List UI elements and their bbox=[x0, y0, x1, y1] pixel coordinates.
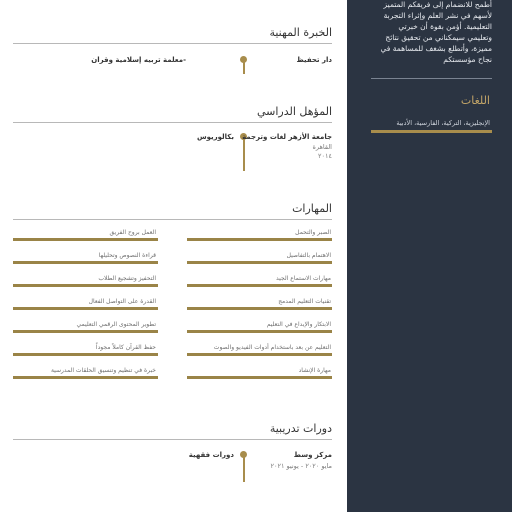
skill-bar bbox=[187, 238, 332, 241]
education-title: المؤهل الدراسي bbox=[256, 105, 332, 118]
sidebar-divider bbox=[371, 78, 492, 79]
education-year: ٢٠١٤ bbox=[318, 152, 332, 160]
about-text-line: التعليمية. أؤمن بقوة أن خبرتي bbox=[398, 22, 492, 31]
sidebar bbox=[347, 0, 512, 512]
skill-bar bbox=[13, 307, 158, 310]
course-center: مركز وسط bbox=[293, 451, 332, 459]
education-degree: بكالوريوس bbox=[196, 133, 234, 141]
skill-label: الاهتمام بالتفاصيل bbox=[286, 252, 331, 259]
skill-label: العمل بروح الفريق bbox=[109, 229, 156, 236]
skill-label: القدرة على التواصل الفعال bbox=[88, 298, 156, 305]
skill-bar bbox=[13, 261, 158, 264]
education-institution: جامعة الأزهر لغات وترجمة bbox=[242, 133, 332, 141]
skill-bar bbox=[13, 376, 158, 379]
experience-title: الخبرة المهنية bbox=[269, 26, 332, 39]
skill-bar bbox=[13, 353, 158, 356]
courses-title: دورات تدريبية bbox=[269, 422, 332, 435]
skills-title: المهارات bbox=[292, 202, 332, 215]
courses-rule bbox=[13, 439, 332, 440]
skill-label: مهارة الإنشاد bbox=[298, 367, 331, 374]
skill-bar bbox=[13, 238, 158, 241]
skill-bar bbox=[187, 261, 332, 264]
about-text-line: أطمح للانضمام إلى فريقكم المتميز bbox=[383, 0, 492, 9]
skill-label: قراءة النصوص وتحليلها bbox=[98, 252, 156, 259]
timeline-stem bbox=[243, 457, 245, 482]
skill-bar bbox=[187, 284, 332, 287]
languages-underline bbox=[371, 130, 492, 133]
skill-label: التعليم عن بعد باستخدام أدوات الفيديو والصوت bbox=[213, 344, 331, 351]
skill-label: التحفيز وتشجيع الطلاب bbox=[98, 275, 156, 282]
skill-bar bbox=[187, 307, 332, 310]
experience-role: -معلمة تربيه إسلامية وقران bbox=[91, 56, 186, 64]
skill-label: حفظ القرآن كاملاً مجوداً bbox=[95, 344, 156, 351]
languages-text: الإنجليزية، التركية، الفارسية، الأدبية bbox=[396, 119, 490, 127]
skill-label: مهارات الاستماع الجيد bbox=[276, 275, 331, 282]
about-text-line: مميزة، وأتطلع بشغف للمساهمة في bbox=[380, 44, 492, 53]
skill-bar bbox=[13, 284, 158, 287]
education-rule bbox=[13, 122, 332, 123]
skill-label: تطوير المحتوى الرقمي التعليمي bbox=[76, 321, 156, 328]
timeline-stem bbox=[243, 139, 245, 171]
skill-bar bbox=[13, 330, 158, 333]
about-text-line: لأسهم في نشر العلم وإثراء التجربة bbox=[383, 11, 492, 20]
education-city: القاهرة bbox=[312, 143, 332, 151]
about-text-line: نجاح مؤسستكم bbox=[443, 55, 492, 64]
timeline-stem bbox=[243, 62, 245, 74]
skills-rule bbox=[13, 219, 332, 220]
skill-bar bbox=[187, 330, 332, 333]
skill-bar bbox=[187, 376, 332, 379]
skill-label: الابتكار والإبداع في التعليم bbox=[266, 321, 331, 328]
skill-label: الصبر والتحمل bbox=[295, 229, 331, 236]
experience-rule bbox=[13, 43, 332, 44]
course-dates: مايو ٢٠٢٠ - يونيو ٢٠٢١ bbox=[270, 462, 332, 470]
languages-title: اللغات bbox=[460, 94, 490, 107]
experience-employer: دار تحفيظ bbox=[296, 56, 332, 64]
skill-label: خبرة في تنظيم وتنسيق الحلقات المدرسية bbox=[50, 367, 156, 374]
about-text-line: وتعليمي سيمكناني من تحقيق نتائج bbox=[385, 33, 492, 42]
skill-bar bbox=[187, 353, 332, 356]
skill-label: تقنيات التعليم المدمج bbox=[278, 298, 331, 305]
course-name: دورات فقهية bbox=[188, 451, 234, 459]
